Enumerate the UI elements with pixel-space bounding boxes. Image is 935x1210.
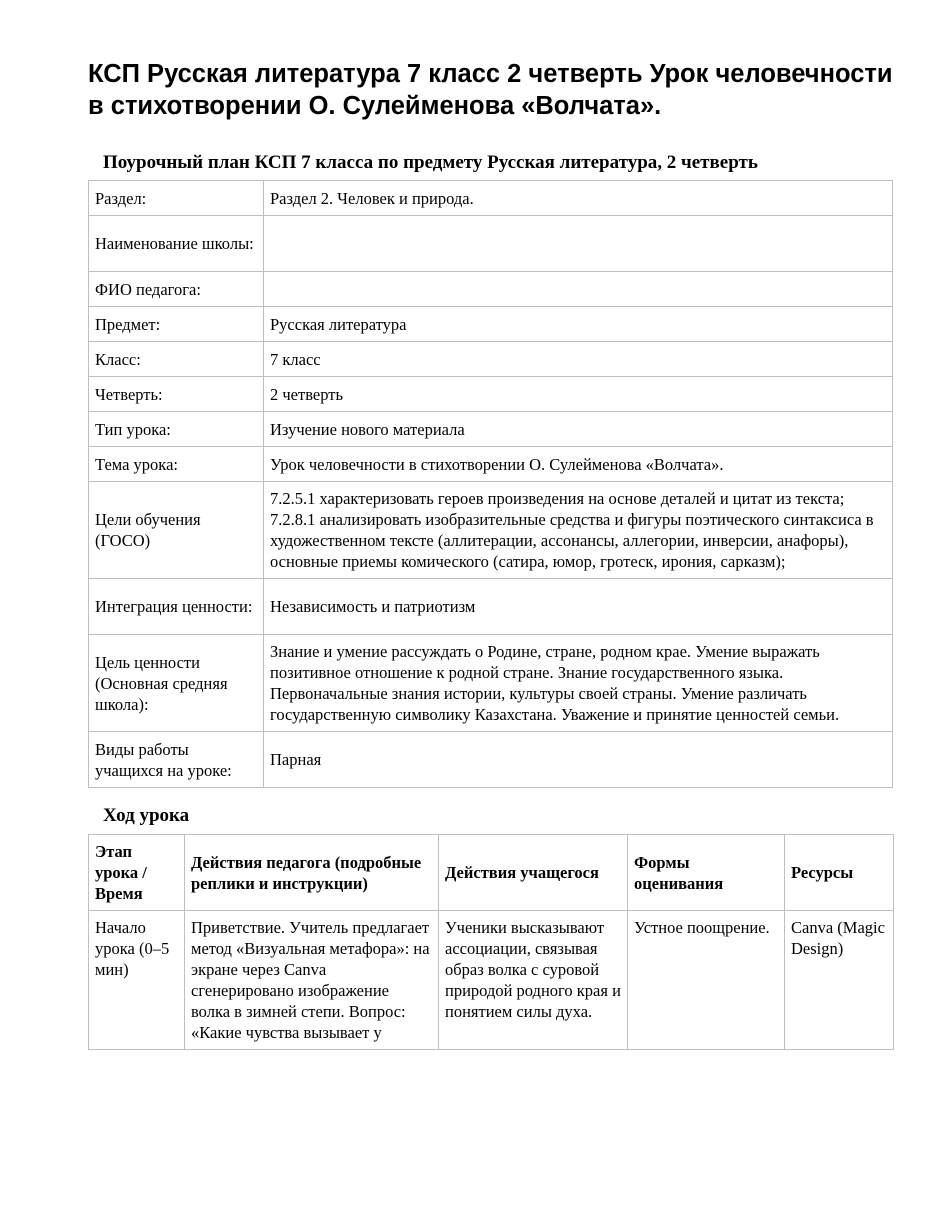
document-page	[88, 58, 893, 1050]
course-heading: Ход урока	[103, 805, 190, 826]
row-value	[264, 216, 893, 272]
column-header: Этап урока / Время	[89, 835, 185, 911]
table-row	[89, 732, 893, 788]
column-header: Формы оценивания	[628, 835, 785, 911]
table-row	[89, 216, 893, 272]
row-key: Раздел:	[89, 181, 264, 216]
table-row	[89, 272, 893, 307]
row-value	[264, 272, 893, 307]
column-header: Действия учащегося	[439, 835, 628, 911]
row-key: Предмет:	[89, 307, 264, 342]
table-row	[89, 412, 893, 447]
assessment-cell: Устное поощрение.	[628, 911, 785, 1050]
row-key: Тип урока:	[89, 412, 264, 447]
student-actions-cell: Ученики высказывают ассоциации, связывая образ волка с суровой природой родного края и понятием силы духа.	[439, 911, 628, 1050]
teacher-actions-cell: Приветствие. Учитель предлагает метод «Визуальная метафора»: на экране через Canva сгенерировано изображение волка в зимней степи. Вопрос: «Какие чувства вызывает у	[185, 911, 439, 1050]
row-key: Четверть:	[89, 377, 264, 412]
row-value: Парная	[264, 732, 893, 788]
table-row	[89, 447, 893, 482]
row-key: Класс:	[89, 342, 264, 377]
column-header: Действия педагога (подробные реплики и инструкции)	[185, 835, 439, 911]
row-key: Цель ценности (Основная средняя школа):	[89, 635, 264, 732]
table-row	[89, 377, 893, 412]
row-value: Раздел 2. Человек и природа.	[264, 181, 893, 216]
document-title: КСП Русская литература 7 класс 2 четверть Урок человечности в стихотворении О. Сулейменова «Волчата».	[88, 60, 893, 120]
row-value: 7 класс	[264, 342, 893, 377]
row-value: Изучение нового материала	[264, 412, 893, 447]
resources-cell: Canva (Magic Design)	[785, 911, 894, 1050]
lesson-course-table	[88, 834, 894, 1050]
table-row	[89, 635, 893, 732]
table-row	[89, 579, 893, 635]
row-key: Интеграция ценности:	[89, 579, 264, 635]
row-value: Знание и умение рассуждать о Родине, стране, родном крае. Умение выражать позитивное отношение к родной стране. Знание государственного языка. Первоначальные знания истории, культуры своей страны. Умение различать государственную символику Казахстана. Уважение и принятие ценностей семьи.	[264, 635, 893, 732]
row-key: Цели обучения (ГОСО)	[89, 482, 264, 579]
row-value: Урок человечности в стихотворении О. Сулейменова «Волчата».	[264, 447, 893, 482]
table-row	[89, 911, 894, 1050]
row-key: Тема урока:	[89, 447, 264, 482]
row-value: 7.2.5.1 характеризовать героев произведения на основе деталей и цитат из текста; 7.2.8.1 анализировать изобразительные средства и фигуры поэтического синтаксиса в художественном тексте (аллитерации, ассонансы, аллегории, инверсии, анафоры), основные приемы комического (сатира, юмор, гротеск, ирония, сарказм);	[264, 482, 893, 579]
column-header: Ресурсы	[785, 835, 894, 911]
plan-heading: Поурочный план КСП 7 класса по предмету Русская литература, 2 четверть	[103, 152, 758, 173]
table-row	[89, 307, 893, 342]
row-key: Наименование школы:	[89, 216, 264, 272]
row-value: Независимость и патриотизм	[264, 579, 893, 635]
table-row	[89, 342, 893, 377]
lesson-plan-table	[88, 180, 893, 788]
row-value: 2 четверть	[264, 377, 893, 412]
stage-cell: Начало урока (0–5 мин)	[89, 911, 185, 1050]
table-header-row	[89, 835, 894, 911]
row-value: Русская литература	[264, 307, 893, 342]
row-key: ФИО педагога:	[89, 272, 264, 307]
table-row	[89, 482, 893, 579]
table-row	[89, 181, 893, 216]
row-key: Виды работы учащихся на уроке:	[89, 732, 264, 788]
